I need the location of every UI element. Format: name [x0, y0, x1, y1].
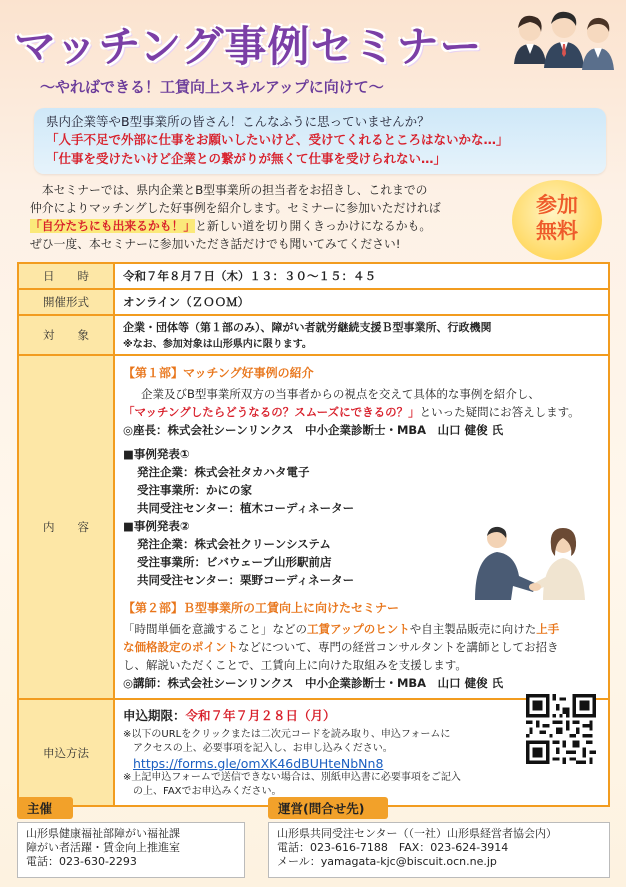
- host-line-1: 山形県健康福祉部障がい福祉課: [26, 827, 180, 840]
- description-text-1: 本セミナーでは、県内企業とB型事業所の担当者をお招きし、これまでの: [41, 183, 428, 197]
- business-people-icon: [510, 4, 618, 100]
- apply-note-1: ※以下のURLをクリックまたは二次元コードを読み取り、申込フォームに: [123, 729, 451, 740]
- part1-desc-1: 企業及びB型事業所双方の当事者からの視点を交えて具体的な事例を紹介し、: [141, 387, 540, 401]
- part2-skill-b: な価格設定のポイント: [123, 640, 238, 654]
- deadline-value: 令和７年７月２８日（月）: [185, 708, 336, 723]
- intro-quote-2: 「仕事を受けたいけど企業との繋がりが無くて仕事を受けられない…」: [46, 151, 447, 166]
- case2-title: ■事例発表②: [123, 519, 190, 533]
- case1-center: 共同受注センター：植木コーディネーター: [137, 501, 355, 515]
- part2-hint: 工賃アップのヒント: [307, 622, 410, 636]
- case1-office: 受注事業所：かにの家: [137, 483, 252, 497]
- table-row-date: [18, 263, 609, 289]
- page-title: マッチング事例セミナー: [14, 22, 483, 71]
- part2-skill-a: 上手: [536, 622, 560, 636]
- intro-quote-1: 「人手不足で外部に仕事をお願いしたいけど、受けてくれるところはないかな…」: [46, 132, 509, 147]
- case1-client: 発注企業：株式会社タカハタ電子: [137, 465, 310, 479]
- table-row-format: [18, 289, 609, 315]
- qr-code-icon[interactable]: [526, 694, 596, 764]
- description-line-3: [30, 217, 510, 235]
- apply-note-4: の上、FAXでお申込みください。: [133, 786, 282, 797]
- part1-highlight: 「マッチングしたらどうなるの？スムーズにできるの？」: [123, 405, 420, 419]
- deadline-label: 申込期限：: [123, 708, 186, 723]
- description-line-1: [30, 181, 510, 199]
- host-phone: 電話：023-630-2293: [26, 855, 137, 868]
- date-label: 日 時: [18, 263, 114, 289]
- contact-label: 運営(問合せ先): [268, 797, 388, 819]
- apply-note-3: ※上記申込フォームで送信できない場合は、別紙申込書に必要事項をご記入: [123, 772, 461, 783]
- part2-lecturer: ◎講師：株式会社シーンリンクス 中小企業診断士・MBA 山口 健俊 氏: [123, 676, 504, 690]
- format-label: 開催形式: [18, 289, 114, 315]
- part1-chair: ◎座長：株式会社シーンリンクス 中小企業診断士・MBA 山口 健俊 氏: [123, 423, 504, 437]
- target-value: 企業・団体等（第１部のみ）、障がい者就労継続支援Ｂ型事業所、行政機関: [123, 321, 492, 334]
- date-value: 令和７年８月７日（木）１３：３０～１５：４５: [114, 263, 609, 289]
- intro-question: 県内企業等やB型事業所の皆さん！こんなふうに思っていませんか？: [46, 114, 430, 129]
- free-badge-line-2: 無料: [536, 219, 578, 243]
- contact-box: [268, 822, 610, 878]
- host-line-2: 障がい者活躍・賃金向上推進室: [26, 841, 180, 854]
- apply-label: 申込方法: [18, 699, 114, 806]
- handshake-illustration: [457, 522, 597, 600]
- description-line-2: 仲介によりマッチングした好事例を紹介します。セミナーに参加いただければ: [30, 201, 441, 215]
- part2-desc-1b: や自主製品販売に向けた: [409, 622, 537, 636]
- description: [30, 181, 510, 253]
- format-value: オンライン（ＺＯＯＭ）: [114, 289, 609, 315]
- table-row-apply: [18, 699, 609, 806]
- table-row-target: [18, 315, 609, 355]
- part2-desc-3: し、解説いただくことで、工賃向上に向けた取組みを支援します。: [123, 658, 467, 672]
- part1-desc-2: [123, 403, 600, 421]
- target-label: 対 象: [18, 315, 114, 355]
- contact-line-1: 山形県共同受注センター（（一社）山形県経営者協会内）: [277, 827, 558, 840]
- host-label: 主催: [17, 797, 73, 819]
- case2-office: 受注事業所：ビバウェーブ山形駅前店: [137, 555, 332, 569]
- page-subtitle: ～やればできる！工賃向上スキルアップに向けて～: [40, 78, 384, 96]
- part2-desc-1a: 「時間単価を意識すること」などの: [123, 622, 307, 636]
- free-badge: [512, 180, 602, 260]
- description-text-3: と新しい道を切り開くきっかけになるかも。: [195, 219, 432, 233]
- case1-title: ■事例発表①: [123, 447, 190, 461]
- part2-desc-2-rest: などについて、専門の経営コンサルタントを講師としてお招き: [238, 640, 559, 654]
- target-note: ※なお、参加対象は山形県内に限ります。: [123, 339, 312, 350]
- free-badge-line-1: 参加: [536, 193, 578, 217]
- part1-title: 【第１部】マッチング好事例の紹介: [123, 366, 314, 380]
- description-highlight: 「自分たちにも出来るかも！」: [30, 219, 196, 233]
- apply-url-link[interactable]: https://forms.gle/omXK46dBUHteNbNn8: [133, 756, 384, 771]
- description-line-4: ぜひ一度、本セミナーに参加いただき話だけでも聞いてみてください!: [30, 237, 401, 251]
- part2-desc-2: [123, 638, 600, 656]
- content-label: 内 容: [18, 355, 114, 699]
- contact-mail[interactable]: メール：yamagata-kjc@biscuit.ocn.ne.jp: [277, 855, 497, 868]
- contact-phone: 電話：023-616-7188 FAX：023-624-3914: [277, 841, 509, 854]
- target-cell: [114, 315, 609, 355]
- apply-note-2: アクセスの上、必要事項を記入し、お申し込みください。: [133, 743, 393, 754]
- intro-box: [34, 108, 606, 174]
- case2-client: 発注企業：株式会社クリーンシステム: [137, 537, 331, 551]
- case2-center: 共同受注センター：栗野コーディネーター: [137, 573, 355, 587]
- part2-desc-1: [123, 620, 600, 638]
- part2-title: 【第２部】Ｂ型事業所の工賃向上に向けたセミナー: [123, 601, 400, 615]
- host-box: [17, 822, 245, 878]
- part1-desc-2-rest: といった疑問にお答えします。: [419, 405, 580, 419]
